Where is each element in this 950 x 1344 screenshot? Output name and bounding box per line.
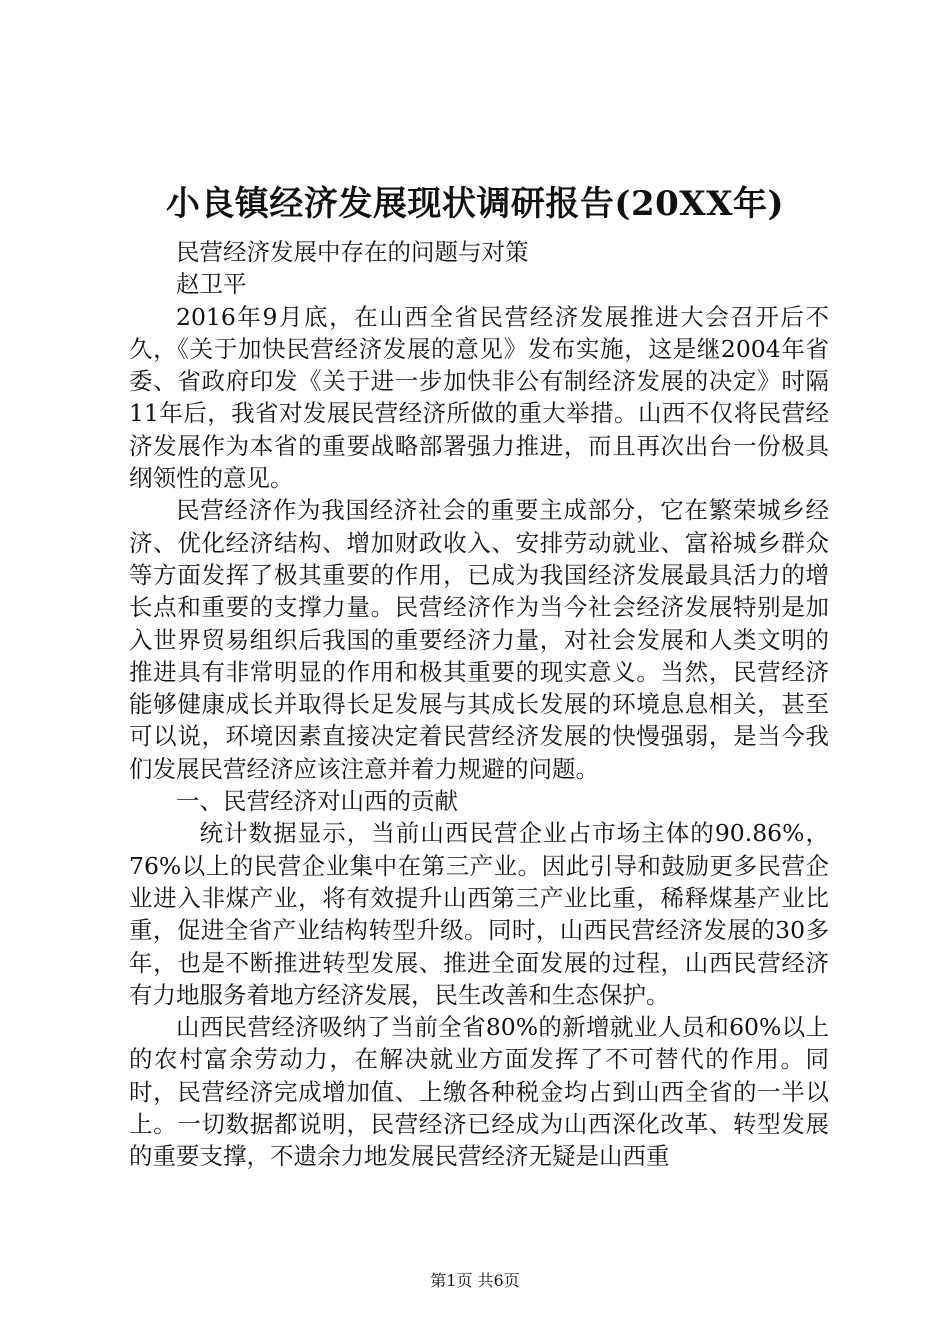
body-paragraph: 2016年9月底，在山西全省民营经济发展推进大会召开后不久，《关于加快民营经济发展的意见》发布实施，这是继2004年省委、省政府印发《关于进一步加快非公有制经济发展的决定》时隔11年后，我省对发展民营经济所做的重大举措。山西不仅将民营经济发展作为本省的重要战略部署强力推进，而且再次出台一份极具纲领性的意见。 <box>129 302 829 493</box>
document-body <box>129 236 829 1173</box>
body-paragraph: 民营经济作为我国经济社会的重要主成部分，它在繁荣城乡经济、优化经济结构、增加财政收入、安排劳动就业、富裕城乡群众等方面发挥了极其重要的作用，已成为我国经济发展最具活力的增长点和重要的支撑力量。民营经济作为当今社会经济发展特别是加入世界贸易组织后我国的重要经济力量，对社会发展和人类文明的推进具有非常明显的作用和极其重要的现实意义。当然，民营经济能够健康成长并取得长足发展与其成长发展的环境息息相关，甚至可以说，环境因素直接决定着民营经济发展的快慢强弱，是当今我们发展民营经济应该注意并着力规避的问题。 <box>129 496 829 783</box>
body-paragraph: 山西民营经济吸纳了当前全省80%的新增就业人员和60%以上的农村富余劳动力，在解决就业方面发挥了不可替代的作用。同时，民营经济完成增加值、上缴各种税金均占到山西全省的一半以上。一切数据都说明，民营经济已经成为山西深化改革、转型发展的重要支撑，不遗余力地发展民营经济无疑是山西重 <box>129 1013 829 1171</box>
document-author: 赵卫平 <box>176 270 247 299</box>
document-title: 小良镇经济发展现状调研报告(20XX年) <box>165 184 785 224</box>
document-subtitle: 民营经济发展中存在的问题与对策 <box>176 238 529 266</box>
page-footer: 第1页 共6页 <box>430 1271 520 1290</box>
body-paragraph: 统计数据显示，当前山西民营企业占市场主体的90.86%，76%以上的民营企业集中在第三产业。因此引导和鼓励更多民营企业进入非煤产业，将有效提升山西第三产业比重，稀释煤基产业比重，促进全省产业结构转型升级。同时，山西民营经济发展的30多年，也是不断推进转型发展、推进全面发展的过程，山西民营经济有力地服务着地方经济发展，民生改善和生态保护。 <box>129 819 829 1009</box>
section-heading: 一、民营经济对山西的贡献 <box>176 787 458 816</box>
